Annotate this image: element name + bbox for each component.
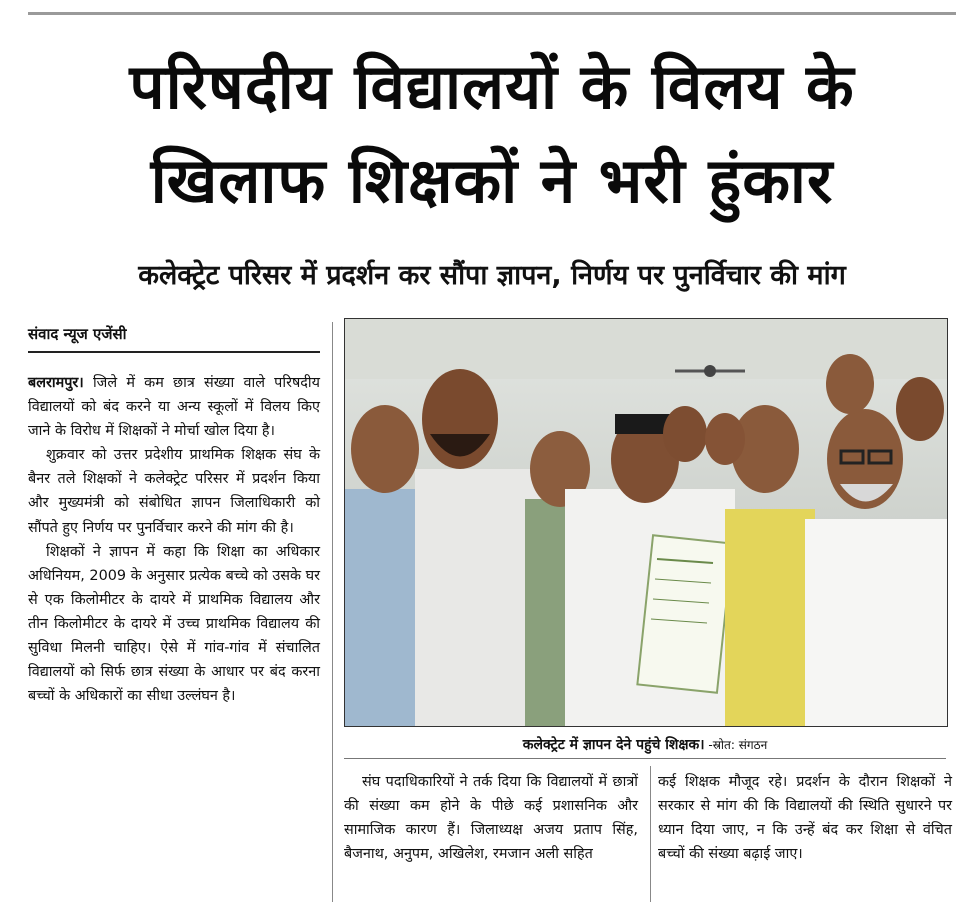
paragraph-4: संघ पदाधिकारियों ने तर्क दिया कि विद्यालयों में छात्रों की संख्या कम होने के पीछे कई प्रशासनिक और सामाजिक कारण हैं। जिलाध्यक्ष अजय प्रताप सिंह, बैजनाथ, अनुपम, अखिलेश, रमजान अली सहित <box>344 774 638 863</box>
paragraph-1-text: जिले में कम छात्र संख्या वाले परिषदीय विद्यालयों को बंद करने या अन्य स्कूलों में विलय किए जाने के विरोध में शिक्षकों ने मोर्चा खोल दिया है। <box>28 375 321 440</box>
memorandum-paper <box>637 535 732 693</box>
photo-caption <box>344 732 946 759</box>
dateline: बलरामपुर। <box>28 375 84 391</box>
article-column-middle <box>344 770 638 866</box>
paragraph-5: कई शिक्षक मौजूद रहे। प्रदर्शन के दौरान शिक्षकों ने सरकार से मांग की कि विद्यालयों की स्थिति सुधारने पर ध्यान दिया जाए, न कि उन्हें बंद कर शिक्षा से वंचित बच्चों की संख्या बढ़ाई जाए। <box>658 774 952 863</box>
news-photo <box>344 318 948 727</box>
headline-line-1: परिषदीय विद्यालयों के विलय के <box>129 50 855 123</box>
byline-rule <box>28 351 320 353</box>
paragraph-1 <box>28 371 320 443</box>
subheadline: कलेक्ट्रेट परिसर में प्रदर्शन कर सौंपा ज्ञापन, निर्णय पर पुनर्विचार की मांग <box>138 260 846 291</box>
photo-illustration <box>345 319 947 726</box>
headline-line-2: खिलाफ शिक्षकों ने भरी हुंकार <box>150 144 834 217</box>
paragraph-3: शिक्षकों ने ज्ञापन में कहा कि शिक्षा का अधिकार अधिनियम, 2009 के अनुसार प्रत्येक बच्चे को उसके घर से एक किलोमीटर के दायरे में प्राथमिक विद्यालय और तीन किलोमीटर के दायरे में उच्च प्राथमिक विद्यालय की सुविधा मिलनी चाहिए। ऐसे में गांव-गांव में संचालित विद्यालयों को सिर्फ छात्र संख्या के आधार पर बंद करना बच्चों के अधिकारों का सीधा उल्लंघन है। <box>28 543 320 705</box>
paragraph-2: शुक्रवार को उत्तर प्रदेशीय प्राथमिक शिक्षक संघ के बैनर तले शिक्षकों ने कलेक्ट्रेट परिसर में प्रदर्शन किया और मुख्यमंत्री को संबोधित ज्ञापन जिलाधिकारी को सौंपते हुए निर्णय पर पुनर्विचार करने की मांग की है। <box>28 447 320 536</box>
headline <box>28 40 956 228</box>
photo-caption-text: कलेक्ट्रेट में ज्ञापन देने पहुंचे शिक्षक। <box>522 737 705 753</box>
photo-credit: -स्रोत: संगठन <box>704 738 768 752</box>
column-divider-left <box>332 322 333 902</box>
byline: संवाद न्यूज एजेंसी <box>28 325 127 343</box>
top-rule <box>28 12 956 15</box>
column-divider-right <box>650 766 651 902</box>
article-column-left <box>28 371 320 708</box>
article-column-right <box>658 770 952 866</box>
